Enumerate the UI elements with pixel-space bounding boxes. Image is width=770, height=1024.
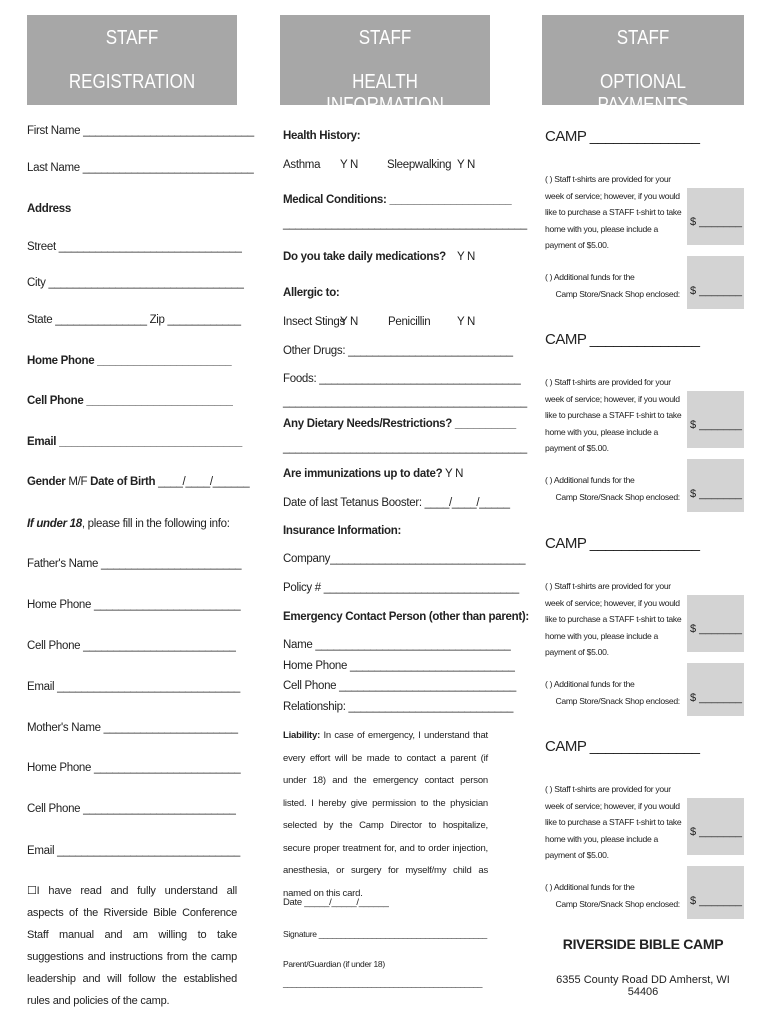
company-field[interactable]: Company________________________________	[283, 553, 526, 565]
ec-home-phone-field[interactable]: Home Phone ___________________________	[283, 660, 515, 672]
penicillin-label: Penicillin	[388, 316, 431, 328]
camp-field[interactable]: CAMP ______________	[545, 535, 700, 552]
funds-amount-field[interactable]: $ _______	[690, 895, 742, 907]
camp-field[interactable]: CAMP ______________	[545, 738, 700, 755]
other-drugs-field[interactable]: Other Drugs: ___________________________	[283, 345, 513, 357]
immunizations-row	[283, 468, 463, 480]
funds-amount-field[interactable]: $ _______	[690, 285, 742, 297]
insect-stings-label: Insect Stings	[283, 316, 345, 328]
agreement-text: I have read and fully understand all aspects of the Riverside Bible Conference Staff manual and am willing to take suggestions and instructions from the camp leadership and will follow the established rules and policies of the camp.	[27, 885, 237, 1007]
funds-payment-text[interactable]: ( ) Additional funds for the Camp Store/Snack Shop enclosed:	[545, 882, 680, 909]
funds-amount-field[interactable]: $ _______	[690, 692, 742, 704]
ec-name-field[interactable]: Name ________________________________	[283, 639, 511, 651]
liability-label: Liability:	[283, 730, 321, 741]
under-18-text: , please fill in the following info:	[81, 518, 230, 530]
ec-relationship-field[interactable]: Relationship: ___________________________	[283, 701, 514, 713]
city-field[interactable]: City ________________________________	[27, 277, 244, 289]
health-header	[280, 15, 490, 116]
insect-stings-yn[interactable]: Y N	[340, 316, 359, 328]
tshirt-payment-text[interactable]: ( ) Staff t-shirts are provided for your week of service; however, if you would like to purchase a STAFF t-shirt to take home with you, please include a payment of $5.00.	[545, 784, 682, 860]
cell-phone-field[interactable]: Cell Phone ________________________	[27, 395, 233, 407]
tshirt-payment-text[interactable]: ( ) Staff t-shirts are provided for your week of service; however, if you would like to purchase a STAFF t-shirt to take home with you, please include a payment of $5.00.	[545, 174, 682, 250]
under-18-note	[27, 518, 230, 530]
registration-header-line2: REGISTRATION	[68, 71, 196, 93]
medical-conditions-field[interactable]: Medical Conditions: ____________________	[283, 194, 512, 206]
first-name-field[interactable]: First Name ____________________________	[27, 125, 254, 137]
home-phone-field[interactable]: Home Phone ______________________	[27, 355, 232, 367]
payments-header	[542, 15, 744, 116]
funds-amount-box	[687, 256, 744, 309]
daily-meds-yn[interactable]: Y N	[457, 251, 476, 263]
emergency-contact-heading: Emergency Contact Person (other than parent):	[283, 611, 529, 623]
daily-meds-question: Do you take daily medications?	[283, 251, 446, 263]
camp-name-title: RIVERSIDE BIBLE CAMP	[562, 936, 724, 952]
ec-cell-phone-field[interactable]: Cell Phone _____________________________	[283, 680, 516, 692]
parent-guardian-line[interactable]: _____________________________________________	[283, 978, 483, 988]
insurance-heading: Insurance Information:	[283, 525, 401, 537]
sleepwalking-label: Sleepwalking	[387, 159, 452, 171]
registration-header-line1: STAFF	[105, 27, 159, 49]
health-header-line2: HEALTH INFORMATION	[326, 71, 444, 116]
tshirt-amount-field[interactable]: $ _______	[690, 623, 742, 635]
dob-input[interactable]: ____/____/______	[155, 476, 250, 488]
funds-payment-text[interactable]: ( ) Additional funds for the Camp Store/Snack Shop enclosed:	[545, 475, 680, 502]
immunizations-question: Are immunizations up to date?	[283, 468, 443, 480]
immunizations-yn[interactable]: Y N	[442, 468, 464, 480]
dietary-needs-field[interactable]: Any Dietary Needs/Restrictions? __________	[283, 418, 516, 430]
dietary-line2[interactable]: ________________________________________	[283, 442, 527, 454]
allergic-to-heading: Allergic to:	[283, 287, 340, 299]
camp-address: 6355 County Road DD Amherst, WI 54406	[556, 974, 730, 998]
mother-cell-phone-field[interactable]: Cell Phone _________________________	[27, 803, 236, 815]
last-name-field[interactable]: Last Name ____________________________	[27, 162, 254, 174]
mothers-name-field[interactable]: Mother's Name ______________________	[27, 722, 238, 734]
gender-dob-row	[27, 476, 249, 488]
state-zip-field[interactable]: State _______________ Zip ____________	[27, 314, 241, 326]
foods-field[interactable]: Foods: _________________________________	[283, 373, 521, 385]
asthma-yn[interactable]: Y N	[340, 159, 359, 171]
parent-guardian-label: Parent/Guardian (if under 18)	[283, 959, 385, 969]
tshirt-payment-text[interactable]: ( ) Staff t-shirts are provided for your week of service; however, if you would like to purchase a STAFF t-shirt to take home with you, please include a payment of $5.00.	[545, 581, 682, 657]
sleepwalking-yn[interactable]: Y N	[457, 159, 476, 171]
tetanus-field[interactable]: Date of last Tetanus Booster: ____/____/_____	[283, 497, 510, 509]
tshirt-amount-field[interactable]: $ _______	[690, 419, 742, 431]
funds-payment-text[interactable]: ( ) Additional funds for the Camp Store/Snack Shop enclosed:	[545, 272, 680, 299]
asthma-label: Asthma	[283, 159, 321, 171]
fathers-name-field[interactable]: Father's Name _______________________	[27, 558, 242, 570]
gender-input[interactable]: M/F	[65, 476, 91, 488]
funds-payment-text[interactable]: ( ) Additional funds for the Camp Store/Snack Shop enclosed:	[545, 679, 680, 706]
father-home-phone-field[interactable]: Home Phone ________________________	[27, 599, 241, 611]
gender-label: Gender	[27, 476, 66, 488]
funds-amount-field[interactable]: $ _______	[690, 488, 742, 500]
mother-home-phone-field[interactable]: Home Phone ________________________	[27, 762, 241, 774]
tshirt-payment-text[interactable]: ( ) Staff t-shirts are provided for your week of service; however, if you would like to purchase a STAFF t-shirt to take home with you, please include a payment of $5.00.	[545, 377, 682, 453]
street-field[interactable]: Street ______________________________	[27, 241, 242, 253]
signature-field[interactable]: Signature ______________________________________	[283, 929, 487, 939]
camp-field[interactable]: CAMP ______________	[545, 128, 700, 145]
liability-text: In case of emergency, I understand that every effort will be made to contact a parent (if under 18) and the emergency contact person listed. I hereby give permission to the physician selected by the Camp Director to hospitalize, secure proper treatment for, and to order injection, anesthesia, or surgery for myself/my child as named on this card.	[283, 730, 488, 899]
agreement-block	[27, 880, 237, 1012]
agreement-checkbox[interactable]: ☐	[27, 885, 37, 897]
funds-amount-box	[687, 459, 744, 512]
father-cell-phone-field[interactable]: Cell Phone _________________________	[27, 640, 236, 652]
mother-email-field[interactable]: Email ______________________________	[27, 845, 241, 857]
address-heading: Address	[27, 203, 71, 215]
registration-header	[27, 15, 237, 105]
under-18-label: If under 18	[27, 518, 82, 530]
penicillin-yn[interactable]: Y N	[457, 316, 476, 328]
dob-label: Date of Birth	[90, 476, 156, 488]
payments-header-line2: OPTIONAL PAYMENTS	[597, 71, 689, 116]
policy-field[interactable]: Policy # ________________________________	[283, 582, 519, 594]
tshirt-amount-field[interactable]: $ _______	[690, 216, 742, 228]
funds-amount-box	[687, 663, 744, 716]
liability-block	[283, 725, 488, 905]
camp-field[interactable]: CAMP ______________	[545, 331, 700, 348]
health-header-line1: STAFF	[358, 27, 412, 49]
email-field[interactable]: Email ______________________________	[27, 436, 242, 448]
funds-amount-box	[687, 866, 744, 919]
foods-line2[interactable]: ________________________________________	[283, 396, 527, 408]
tshirt-amount-field[interactable]: $ _______	[690, 826, 742, 838]
payments-header-line1: STAFF	[616, 27, 670, 49]
health-history-heading: Health History:	[283, 130, 361, 142]
date-field[interactable]: Date _____/_____/______	[283, 897, 389, 908]
medical-conditions-line2[interactable]: ________________________________________	[283, 218, 527, 230]
father-email-field[interactable]: Email ______________________________	[27, 681, 241, 693]
